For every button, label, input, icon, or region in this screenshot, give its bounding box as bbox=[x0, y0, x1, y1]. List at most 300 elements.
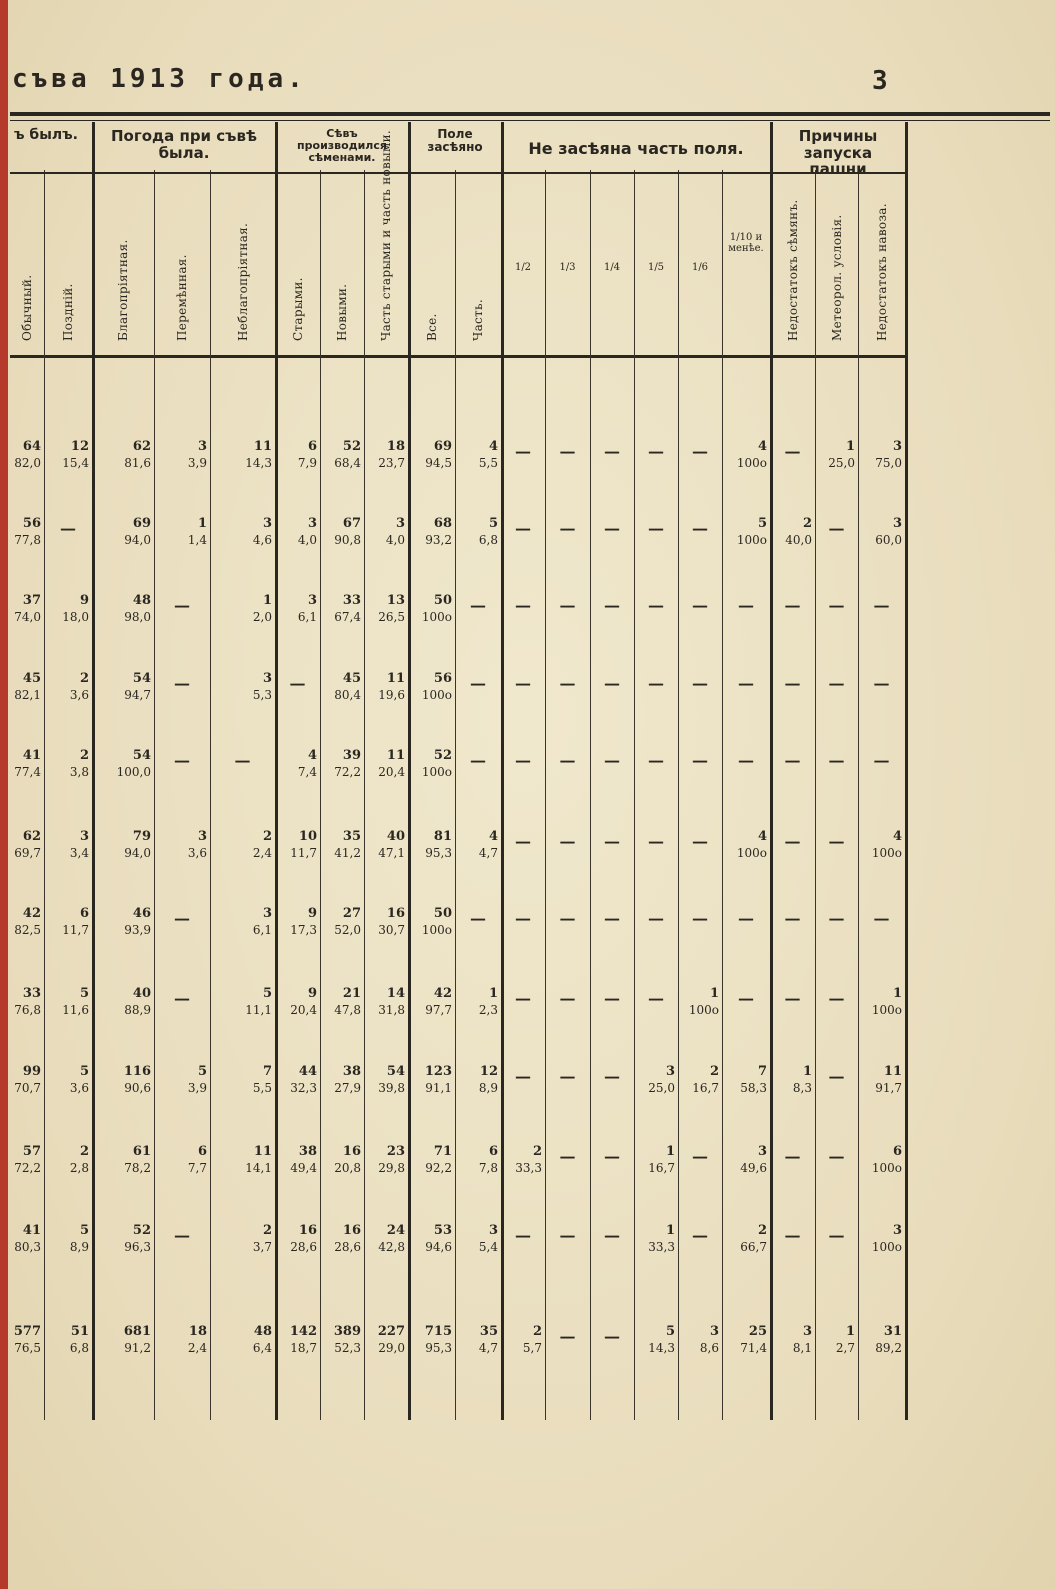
cell-count: 51 bbox=[70, 1324, 89, 1339]
column-subheader: 1/2 bbox=[514, 262, 532, 273]
cell-count: 1 bbox=[892, 986, 902, 1001]
cell-percent: 3,8 bbox=[69, 765, 89, 779]
cell-percent: 95,3 bbox=[425, 1341, 452, 1355]
table-cell bbox=[320, 1063, 361, 1097]
cell-count: 52 bbox=[132, 1223, 151, 1238]
cell-percent: 6,1 bbox=[252, 923, 272, 937]
cell-count: 5 bbox=[488, 516, 498, 531]
column-subheader: Метеорол. условія. bbox=[829, 214, 844, 341]
cell-count: 142 bbox=[289, 1324, 317, 1339]
table-cell bbox=[770, 1323, 812, 1357]
table-cell-dash: — bbox=[559, 989, 576, 1008]
cell-percent: 8,6 bbox=[699, 1341, 719, 1355]
table-cell-dash: — bbox=[604, 519, 620, 538]
cell-percent: 4,7 bbox=[478, 1341, 498, 1355]
cell-count: 62 bbox=[132, 439, 151, 454]
table-cell-dash: — bbox=[604, 596, 620, 615]
cell-count: 11 bbox=[883, 1064, 902, 1079]
table-cell bbox=[10, 747, 41, 781]
table-cell-dash: — bbox=[648, 596, 664, 615]
column-subheader: Недостатокъ сѣмянъ. bbox=[785, 199, 800, 341]
table-cell-dash: — bbox=[784, 751, 801, 770]
column-subheader-cell bbox=[826, 185, 848, 355]
cell-count: 2 bbox=[262, 829, 272, 844]
table-cell bbox=[678, 985, 719, 1019]
cell-percent: 14,1 bbox=[245, 1161, 272, 1175]
cell-percent: 76,8 bbox=[14, 1003, 41, 1017]
column-rule bbox=[905, 122, 908, 1420]
table-cell bbox=[364, 438, 405, 472]
table-cell bbox=[364, 1222, 405, 1256]
cell-percent: 100o bbox=[421, 610, 452, 624]
cell-percent: 92,2 bbox=[425, 1161, 452, 1175]
table-cell bbox=[770, 1063, 812, 1097]
table-cell bbox=[722, 515, 767, 549]
table-cell-dash: — bbox=[784, 1226, 801, 1245]
table-cell bbox=[364, 985, 405, 1019]
table-cell-dash: — bbox=[604, 674, 620, 693]
table-cell-dash: — bbox=[828, 989, 845, 1008]
table-cell bbox=[320, 592, 361, 626]
cell-percent: 2,4 bbox=[187, 1341, 207, 1355]
cell-percent: 3,7 bbox=[252, 1240, 272, 1254]
cell-percent: 80,3 bbox=[14, 1240, 41, 1254]
cell-count: 9 bbox=[79, 593, 89, 608]
table-cell bbox=[408, 1323, 452, 1357]
cell-count: 1 bbox=[665, 1223, 675, 1238]
table-cell-dash: — bbox=[784, 596, 801, 615]
table-cell-dash: — bbox=[174, 674, 190, 693]
table-cell-dash: — bbox=[470, 751, 486, 770]
table-cell bbox=[815, 1323, 855, 1357]
cell-count: 42 bbox=[22, 906, 41, 921]
table-cell-dash: — bbox=[559, 751, 576, 770]
table-cell bbox=[92, 905, 151, 939]
cell-percent: 41,2 bbox=[334, 846, 361, 860]
top-rule bbox=[10, 112, 1050, 116]
cell-percent: 15,4 bbox=[62, 456, 89, 470]
cell-percent: 97,7 bbox=[425, 1003, 452, 1017]
table-cell bbox=[320, 905, 361, 939]
cell-count: 4 bbox=[757, 439, 767, 454]
table-cell-dash: — bbox=[515, 909, 531, 928]
cell-percent: 94,6 bbox=[425, 1240, 452, 1254]
table-cell bbox=[92, 1323, 151, 1357]
column-subheader: Старыми. bbox=[290, 277, 305, 341]
cell-percent: 18,7 bbox=[290, 1341, 317, 1355]
cell-count: 2 bbox=[262, 1223, 272, 1238]
cell-count: 5 bbox=[197, 1064, 207, 1079]
table-cell-dash: — bbox=[692, 519, 708, 538]
table-cell bbox=[501, 1323, 542, 1357]
table-cell bbox=[678, 1323, 719, 1357]
cell-count: 1 bbox=[197, 516, 207, 531]
cell-percent: 5,7 bbox=[522, 1341, 542, 1355]
column-subheader-cell bbox=[112, 185, 134, 355]
cell-count: 4 bbox=[488, 829, 498, 844]
table-cell bbox=[44, 1063, 89, 1097]
cell-count: 31 bbox=[883, 1324, 902, 1339]
table-cell-dash: — bbox=[515, 442, 531, 461]
table-cell-dash: — bbox=[174, 751, 190, 770]
cell-percent: 67,4 bbox=[334, 610, 361, 624]
cell-count: 6 bbox=[892, 1144, 902, 1159]
table-cell-dash: — bbox=[828, 1067, 845, 1086]
table-cell bbox=[92, 592, 151, 626]
cell-percent: 25,0 bbox=[648, 1081, 675, 1095]
table-cell-dash: — bbox=[174, 909, 190, 928]
cell-percent: 52,0 bbox=[334, 923, 361, 937]
cell-percent: 19,6 bbox=[378, 688, 405, 702]
cell-percent: 100o bbox=[421, 765, 452, 779]
column-group-header: Не засѣяна часть поля. bbox=[528, 139, 744, 158]
cell-percent: 32,3 bbox=[290, 1081, 317, 1095]
cell-count: 14 bbox=[386, 986, 405, 1001]
cell-percent: 11,7 bbox=[62, 923, 89, 937]
cell-percent: 6,1 bbox=[297, 610, 317, 624]
cell-percent: 76,5 bbox=[14, 1341, 41, 1355]
cell-percent: 18,0 bbox=[62, 610, 89, 624]
column-subheader-cell bbox=[57, 185, 79, 355]
column-subheader: Обычный. bbox=[20, 274, 34, 341]
cell-count: 9 bbox=[307, 906, 317, 921]
table-cell-dash: — bbox=[515, 832, 531, 851]
table-cell bbox=[92, 670, 151, 704]
table-cell-dash: — bbox=[604, 1147, 620, 1166]
cell-count: 7 bbox=[262, 1064, 272, 1079]
table-cell-dash: — bbox=[648, 442, 664, 461]
table-cell-dash: — bbox=[738, 751, 754, 770]
cell-percent: 5,3 bbox=[252, 688, 272, 702]
table-cell bbox=[92, 828, 151, 862]
table-cell bbox=[320, 438, 361, 472]
table-cell bbox=[275, 592, 317, 626]
table-cell-dash: — bbox=[784, 989, 801, 1008]
cell-count: 48 bbox=[132, 593, 151, 608]
cell-count: 56 bbox=[22, 516, 41, 531]
table-cell-dash: — bbox=[648, 519, 664, 538]
table-cell bbox=[408, 828, 452, 862]
cell-percent: 6,4 bbox=[252, 1341, 272, 1355]
cell-percent: 82,1 bbox=[14, 688, 41, 702]
cell-percent: 58,3 bbox=[740, 1081, 767, 1095]
cell-percent: 70,7 bbox=[14, 1081, 41, 1095]
table-cell bbox=[210, 1323, 272, 1357]
cell-percent: 78,2 bbox=[124, 1161, 151, 1175]
cell-percent: 100o bbox=[871, 1003, 902, 1017]
table-cell-dash: — bbox=[515, 596, 531, 615]
cell-count: 33 bbox=[342, 593, 361, 608]
table-cell bbox=[210, 515, 272, 549]
table-cell bbox=[501, 1143, 542, 1177]
table-cell bbox=[10, 438, 41, 472]
cell-percent: 20,4 bbox=[378, 765, 405, 779]
cell-percent: 2,4 bbox=[252, 846, 272, 860]
cell-percent: 72,2 bbox=[14, 1161, 41, 1175]
table-cell bbox=[320, 828, 361, 862]
cell-count: 6 bbox=[488, 1144, 498, 1159]
cell-count: 3 bbox=[892, 516, 902, 531]
table-cell bbox=[92, 438, 151, 472]
cell-count: 53 bbox=[433, 1223, 452, 1238]
column-subheader-cell bbox=[782, 185, 804, 355]
table-cell bbox=[10, 828, 41, 862]
cell-percent: 96,3 bbox=[124, 1240, 151, 1254]
column-rule bbox=[590, 170, 591, 1420]
cell-count: 5 bbox=[79, 1223, 89, 1238]
table-cell-dash: — bbox=[515, 1067, 531, 1086]
cell-count: 16 bbox=[386, 906, 405, 921]
table-cell bbox=[634, 1323, 675, 1357]
table-cell bbox=[275, 1323, 317, 1357]
table-cell bbox=[44, 592, 89, 626]
top-rule-thin bbox=[10, 120, 1050, 121]
cell-count: 3 bbox=[262, 516, 272, 531]
cell-count: 44 bbox=[298, 1064, 317, 1079]
cell-count: 42 bbox=[433, 986, 452, 1001]
table-cell bbox=[455, 1222, 498, 1256]
table-cell bbox=[92, 985, 151, 1019]
cell-count: 23 bbox=[386, 1144, 405, 1159]
cell-percent: 93,2 bbox=[425, 533, 452, 547]
table-cell bbox=[722, 1323, 767, 1357]
table-cell-dash: — bbox=[470, 596, 486, 615]
cell-count: 3 bbox=[307, 516, 317, 531]
cell-percent: 100o bbox=[736, 533, 767, 547]
table-cell-dash: — bbox=[692, 442, 708, 461]
cell-count: 64 bbox=[22, 439, 41, 454]
cell-percent: 91,7 bbox=[875, 1081, 902, 1095]
cell-count: 3 bbox=[892, 1223, 902, 1238]
table-cell-dash: — bbox=[692, 832, 708, 851]
cell-count: 3 bbox=[262, 671, 272, 686]
cell-count: 37 bbox=[22, 593, 41, 608]
cell-percent: 8,9 bbox=[69, 1240, 89, 1254]
table-cell bbox=[44, 905, 89, 939]
cell-count: 5 bbox=[79, 1064, 89, 1079]
column-subheader: Часть. bbox=[471, 299, 485, 341]
table-cell-dash: — bbox=[559, 1147, 576, 1166]
cell-count: 3 bbox=[395, 516, 405, 531]
cell-count: 33 bbox=[22, 986, 41, 1001]
table-cell bbox=[408, 985, 452, 1019]
table-cell-dash: — bbox=[559, 519, 576, 538]
column-subheader-cell bbox=[375, 129, 397, 355]
table-cell-dash: — bbox=[559, 674, 576, 693]
table-cell-dash: — bbox=[174, 1226, 190, 1245]
cell-count: 45 bbox=[22, 671, 41, 686]
cell-count: 2 bbox=[79, 671, 89, 686]
cell-count: 56 bbox=[433, 671, 452, 686]
table-cell bbox=[634, 1063, 675, 1097]
cell-percent: 100o bbox=[736, 456, 767, 470]
column-subheader: Новыми. bbox=[335, 283, 349, 341]
cell-count: 79 bbox=[132, 829, 151, 844]
table-cell bbox=[722, 1063, 767, 1097]
table-cell-dash: — bbox=[738, 909, 754, 928]
table-cell bbox=[10, 1143, 41, 1177]
cell-percent: 100o bbox=[871, 1161, 902, 1175]
cell-count: 3 bbox=[307, 593, 317, 608]
table-cell bbox=[320, 1323, 361, 1357]
table-cell-dash: — bbox=[828, 909, 845, 928]
cell-percent: 3,6 bbox=[187, 846, 207, 860]
cell-count: 25 bbox=[748, 1324, 767, 1339]
table-cell bbox=[275, 985, 317, 1019]
cell-percent: 6,8 bbox=[478, 533, 498, 547]
table-cell bbox=[210, 438, 272, 472]
cell-percent: 4,6 bbox=[252, 533, 272, 547]
cell-count: 5 bbox=[262, 986, 272, 1001]
table-cell bbox=[92, 1143, 151, 1177]
table-cell-dash: — bbox=[174, 989, 190, 1008]
column-subheader-cell bbox=[232, 185, 254, 355]
table-cell bbox=[408, 670, 452, 704]
table-cell bbox=[455, 438, 498, 472]
table-cell-dash: — bbox=[648, 832, 664, 851]
cell-count: 116 bbox=[123, 1064, 151, 1079]
table-cell-dash: — bbox=[738, 989, 754, 1008]
page-number: 3 bbox=[872, 66, 888, 96]
column-subheader-cell bbox=[171, 185, 193, 355]
table-cell bbox=[364, 828, 405, 862]
table-cell bbox=[275, 828, 317, 862]
table-cell bbox=[455, 985, 498, 1019]
cell-count: 39 bbox=[342, 748, 361, 763]
table-cell-dash: — bbox=[604, 1067, 620, 1086]
cell-count: 10 bbox=[298, 829, 317, 844]
cell-percent: 47,1 bbox=[378, 846, 405, 860]
table-cell-dash: — bbox=[784, 674, 801, 693]
table-cell bbox=[722, 438, 767, 472]
cell-count: 62 bbox=[22, 829, 41, 844]
table-cell-dash: — bbox=[692, 674, 708, 693]
table-cell-dash: — bbox=[515, 989, 531, 1008]
cell-percent: 27,9 bbox=[334, 1081, 361, 1095]
cell-percent: 29,0 bbox=[378, 1341, 405, 1355]
column-subheader-cell bbox=[421, 185, 443, 355]
table-cell-dash: — bbox=[784, 1147, 801, 1166]
cell-percent: 6,8 bbox=[69, 1341, 89, 1355]
table-cell bbox=[858, 828, 902, 862]
cell-count: 4 bbox=[307, 748, 317, 763]
cell-percent: 4,7 bbox=[478, 846, 498, 860]
table-cell-dash: — bbox=[828, 1226, 845, 1245]
cell-percent: 39,8 bbox=[378, 1081, 405, 1095]
cell-count: 577 bbox=[13, 1324, 41, 1339]
column-group-header: Поле засѣяно bbox=[427, 127, 483, 155]
column-rule bbox=[154, 170, 155, 1420]
cell-count: 16 bbox=[342, 1144, 361, 1159]
table-cell bbox=[44, 1222, 89, 1256]
cell-count: 1 bbox=[802, 1064, 812, 1079]
table-cell-dash: — bbox=[828, 674, 845, 693]
cell-percent: 20,8 bbox=[334, 1161, 361, 1175]
cell-percent: 68,4 bbox=[334, 456, 361, 470]
table-cell bbox=[44, 438, 89, 472]
cell-percent: 3,6 bbox=[69, 1081, 89, 1095]
column-subheader: Поздній. bbox=[61, 283, 75, 341]
table-cell bbox=[634, 1222, 675, 1256]
table-cell-dash: — bbox=[648, 751, 664, 770]
cell-count: 35 bbox=[342, 829, 361, 844]
table-cell bbox=[770, 515, 812, 549]
table-cell bbox=[210, 828, 272, 862]
column-subheader: Недостатокъ навоза. bbox=[874, 203, 889, 341]
cell-count: 2 bbox=[532, 1144, 542, 1159]
table-cell bbox=[858, 438, 902, 472]
cell-percent: 17,3 bbox=[290, 923, 317, 937]
cell-percent: 100o bbox=[871, 1240, 902, 1254]
cell-count: 3 bbox=[197, 439, 207, 454]
cell-percent: 80,4 bbox=[334, 688, 361, 702]
cell-count: 38 bbox=[298, 1144, 317, 1159]
table-cell bbox=[408, 1063, 452, 1097]
cell-count: 69 bbox=[433, 439, 452, 454]
table-cell bbox=[320, 1143, 361, 1177]
table-cell bbox=[815, 438, 855, 472]
cell-count: 54 bbox=[132, 748, 151, 763]
cell-percent: 98,0 bbox=[124, 610, 151, 624]
table-cell bbox=[364, 1323, 405, 1357]
table-cell bbox=[455, 1063, 498, 1097]
table-cell-dash: — bbox=[648, 989, 664, 1008]
table-cell-dash: — bbox=[470, 909, 486, 928]
cell-percent: 20,4 bbox=[290, 1003, 317, 1017]
cell-percent: 81,6 bbox=[124, 456, 151, 470]
cell-count: 50 bbox=[433, 906, 452, 921]
table-cell bbox=[364, 515, 405, 549]
cell-count: 48 bbox=[253, 1324, 272, 1339]
table-cell-dash: — bbox=[692, 1226, 708, 1245]
cell-percent: 94,5 bbox=[425, 456, 452, 470]
cell-count: 681 bbox=[123, 1324, 151, 1339]
table-cell-dash: — bbox=[738, 596, 754, 615]
table-cell bbox=[10, 1222, 41, 1256]
cell-count: 1 bbox=[665, 1144, 675, 1159]
column-subheader: 1/4 bbox=[603, 262, 621, 273]
cell-percent: 82,0 bbox=[14, 456, 41, 470]
cell-count: 45 bbox=[342, 671, 361, 686]
cell-count: 715 bbox=[424, 1324, 452, 1339]
table-cell bbox=[275, 438, 317, 472]
cell-count: 27 bbox=[342, 906, 361, 921]
table-cell bbox=[10, 905, 41, 939]
cell-count: 16 bbox=[342, 1223, 361, 1238]
table-cell bbox=[722, 1222, 767, 1256]
cell-count: 67 bbox=[342, 516, 361, 531]
table-cell bbox=[210, 670, 272, 704]
table-cell bbox=[10, 670, 41, 704]
cell-count: 9 bbox=[307, 986, 317, 1001]
table-cell bbox=[455, 1323, 498, 1357]
table-cell bbox=[92, 1063, 151, 1097]
column-subheader: Все. bbox=[424, 313, 439, 341]
cell-count: 3 bbox=[262, 906, 272, 921]
table-cell-dash: — bbox=[784, 909, 801, 928]
cell-percent: 1,4 bbox=[187, 533, 207, 547]
table-cell bbox=[210, 1063, 272, 1097]
table-cell bbox=[10, 515, 41, 549]
table-cell-dash: — bbox=[515, 674, 531, 693]
cell-count: 3 bbox=[79, 829, 89, 844]
cell-count: 4 bbox=[757, 829, 767, 844]
column-subheader: 1/10 и менѣе. bbox=[728, 232, 764, 254]
column-subheader-cell bbox=[331, 185, 353, 355]
cell-count: 2 bbox=[757, 1223, 767, 1238]
table-cell-dash: — bbox=[515, 1226, 531, 1245]
cell-percent: 2,8 bbox=[69, 1161, 89, 1175]
